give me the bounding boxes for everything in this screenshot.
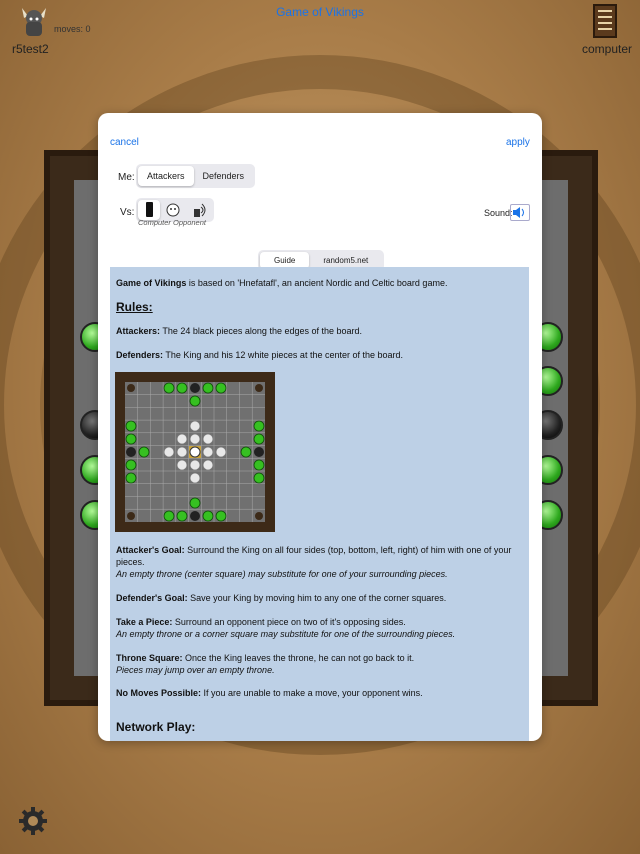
tab-random5[interactable]: random5.net xyxy=(323,256,369,265)
apply-button[interactable]: apply xyxy=(506,137,530,148)
app-title: Game of Vikings xyxy=(276,5,364,19)
defenders-rule: Defenders: The King and his 12 white pieces at the center of the board. xyxy=(116,350,404,360)
network-icon xyxy=(192,203,206,217)
guide-content[interactable] xyxy=(110,267,529,741)
settings-modal xyxy=(98,113,542,741)
viking-face-icon xyxy=(166,203,180,217)
attackers-option[interactable]: Attackers xyxy=(138,166,194,186)
side-selector xyxy=(136,164,255,188)
board-diagram-pieces xyxy=(125,382,265,522)
moves-counter: moves: 0 xyxy=(54,24,91,34)
rules-heading: Rules: xyxy=(116,300,153,314)
cancel-button[interactable]: cancel xyxy=(110,137,139,148)
opponent-network[interactable] xyxy=(186,200,212,220)
attackers-rule: Attackers: The 24 black pieces along the edges of the board. xyxy=(116,326,363,336)
take-piece-rule: Take a Piece: Surround an opponent piece on two of it's opposing sides. xyxy=(116,617,406,627)
sound-toggle[interactable] xyxy=(510,204,530,221)
tab-guide[interactable]: Guide xyxy=(260,252,309,269)
network-play-heading: Network Play: xyxy=(116,720,196,734)
attacker-goal-note: An empty throne (center square) may substitute for one of your surrounding pieces. xyxy=(116,569,448,579)
throne-rule: Throne Square: Once the King leaves the throne, he can not go back to it. xyxy=(116,653,415,663)
attacker-goal: Attacker's Goal: Surround the King on all four sides (top, bottom, left, right) of him with one of your pieces. xyxy=(116,545,512,567)
player-name: r5test2 xyxy=(12,42,49,56)
throne-note: Pieces may jump over an empty throne. xyxy=(116,665,275,675)
board-icon[interactable] xyxy=(593,4,617,38)
opponent-label: computer xyxy=(582,42,633,56)
viking-avatar-icon xyxy=(18,4,50,38)
me-label: Me: xyxy=(118,172,135,183)
defenders-option[interactable]: Defenders xyxy=(202,171,245,181)
speaker-icon xyxy=(511,205,529,220)
gear-icon[interactable] xyxy=(18,806,48,836)
opponent-caption: Computer Opponent xyxy=(138,218,206,227)
opponent-computer[interactable] xyxy=(160,200,186,220)
take-piece-note: An empty throne or a corner square may substitute for one of the surrounding pieces. xyxy=(116,629,456,639)
phone-icon xyxy=(144,202,154,218)
guide-intro: Game of Vikings is based on 'Hnefatafl', an ancient Nordic and Celtic board game. xyxy=(116,278,448,288)
sound-label: Sound: xyxy=(484,208,513,218)
board-diagram xyxy=(115,372,275,532)
no-moves-rule: No Moves Possible: If you are unable to make a move, your opponent wins. xyxy=(116,688,423,698)
opponent-device[interactable] xyxy=(138,200,160,220)
vs-label: Vs: xyxy=(120,207,135,218)
defender-goal: Defender's Goal: Save your King by moving him to any one of the corner squares. xyxy=(116,593,447,603)
